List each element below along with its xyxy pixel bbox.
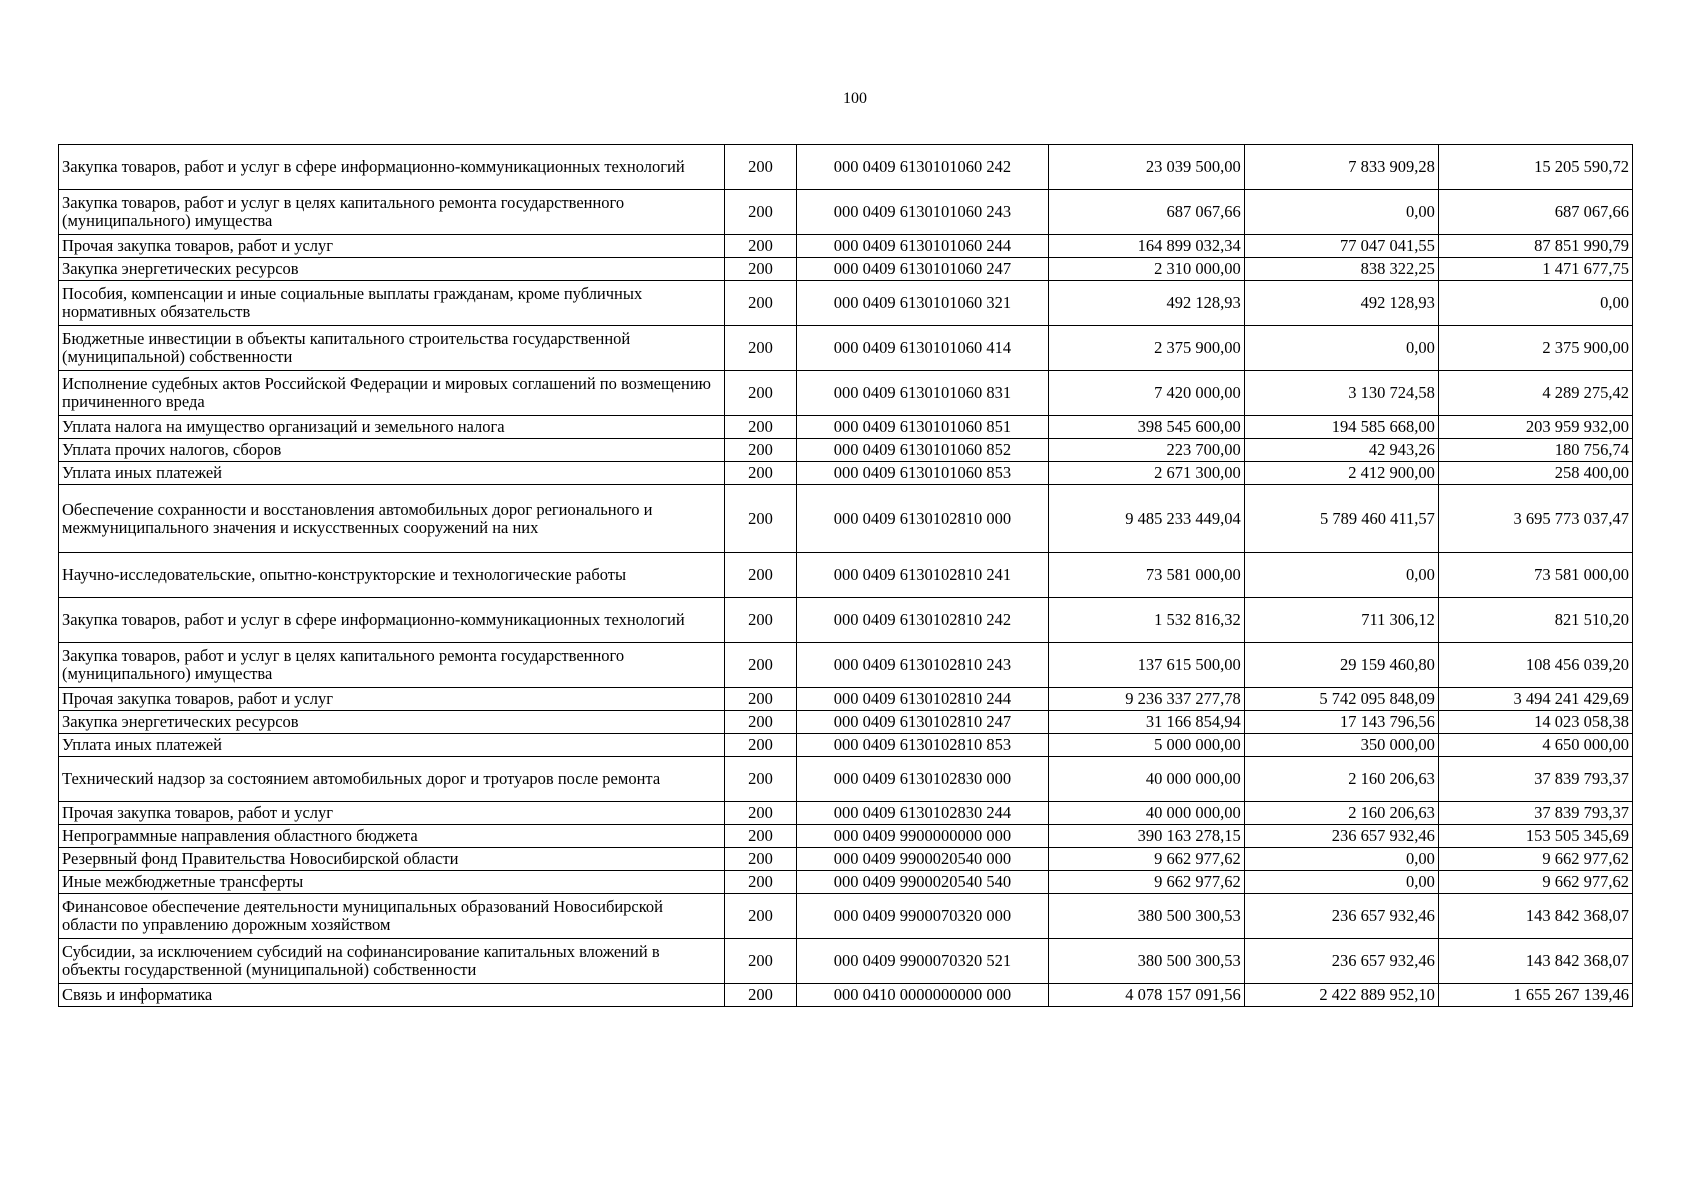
cell-name: Обеспечение сохранности и восстановления автомобильных дорог регионального и межмуниципального значения и искусственных сооружений на них [59,485,725,553]
cell-name: Закупка товаров, работ и услуг в целях капитального ремонта государственного (муниципального) имущества [59,643,725,688]
table-row [59,598,1633,643]
cell-unexecuted-amount: 1 655 267 139,46 [1438,984,1632,1007]
cell-name: Закупка товаров, работ и услуг в целях капитального ремонта государственного (муниципального) имущества [59,190,725,235]
page-number: 100 [843,90,867,107]
cell-executed-amount: 0,00 [1244,326,1438,371]
cell-approved-amount: 9 662 977,62 [1048,871,1244,894]
cell-budget-classification-code: 000 0409 6130102810 247 [797,711,1048,734]
cell-executed-amount: 2 422 889 952,10 [1244,984,1438,1007]
cell-budget-classification-code: 000 0409 6130101060 242 [797,145,1048,190]
cell-budget-classification-code: 000 0409 6130101060 321 [797,281,1048,326]
table-row [59,757,1633,802]
cell-line-code: 200 [724,235,796,258]
cell-line-code: 200 [724,734,796,757]
cell-name: Финансовое обеспечение деятельности муниципальных образований Новосибирской области по управлению дорожным хозяйством [59,894,725,939]
cell-executed-amount: 7 833 909,28 [1244,145,1438,190]
cell-budget-classification-code: 000 0409 6130102830 000 [797,757,1048,802]
cell-executed-amount: 236 657 932,46 [1244,825,1438,848]
cell-line-code: 200 [724,439,796,462]
cell-name: Уплата прочих налогов, сборов [59,439,725,462]
cell-line-code: 200 [724,416,796,439]
cell-unexecuted-amount: 37 839 793,37 [1438,757,1632,802]
cell-executed-amount: 5 742 095 848,09 [1244,688,1438,711]
cell-unexecuted-amount: 2 375 900,00 [1438,326,1632,371]
cell-executed-amount: 0,00 [1244,190,1438,235]
cell-executed-amount: 42 943,26 [1244,439,1438,462]
table-row [59,734,1633,757]
cell-approved-amount: 5 000 000,00 [1048,734,1244,757]
cell-unexecuted-amount: 73 581 000,00 [1438,553,1632,598]
cell-name: Закупка товаров, работ и услуг в сфере информационно-коммуникационных технологий [59,145,725,190]
cell-unexecuted-amount: 1 471 677,75 [1438,258,1632,281]
cell-budget-classification-code: 000 0410 0000000000 000 [797,984,1048,1007]
cell-name: Иные межбюджетные трансферты [59,871,725,894]
table-row [59,848,1633,871]
cell-name: Прочая закупка товаров, работ и услуг [59,235,725,258]
cell-line-code: 200 [724,688,796,711]
table-row [59,371,1633,416]
cell-approved-amount: 687 067,66 [1048,190,1244,235]
cell-approved-amount: 390 163 278,15 [1048,825,1244,848]
cell-executed-amount: 711 306,12 [1244,598,1438,643]
cell-executed-amount: 5 789 460 411,57 [1244,485,1438,553]
cell-line-code: 200 [724,553,796,598]
table-row [59,553,1633,598]
table-row [59,439,1633,462]
cell-budget-classification-code: 000 0409 6130101060 247 [797,258,1048,281]
table-body [59,145,1633,1007]
cell-unexecuted-amount: 3 494 241 429,69 [1438,688,1632,711]
cell-name: Непрограммные направления областного бюджета [59,825,725,848]
cell-budget-classification-code: 000 0409 6130102810 000 [797,485,1048,553]
cell-approved-amount: 1 532 816,32 [1048,598,1244,643]
cell-name: Технический надзор за состоянием автомобильных дорог и тротуаров после ремонта [59,757,725,802]
cell-unexecuted-amount: 143 842 368,07 [1438,939,1632,984]
cell-approved-amount: 23 039 500,00 [1048,145,1244,190]
cell-name: Бюджетные инвестиции в объекты капитального строительства государственной (муниципальной) собственности [59,326,725,371]
table-row [59,416,1633,439]
cell-executed-amount: 350 000,00 [1244,734,1438,757]
cell-approved-amount: 4 078 157 091,56 [1048,984,1244,1007]
cell-approved-amount: 380 500 300,53 [1048,939,1244,984]
cell-name: Уплата иных платежей [59,462,725,485]
cell-name: Пособия, компенсации и иные социальные выплаты гражданам, кроме публичных нормативных обязательств [59,281,725,326]
cell-approved-amount: 31 166 854,94 [1048,711,1244,734]
cell-approved-amount: 2 310 000,00 [1048,258,1244,281]
cell-budget-classification-code: 000 0409 6130101060 851 [797,416,1048,439]
budget-execution-table [58,144,1633,1007]
cell-line-code: 200 [724,462,796,485]
cell-executed-amount: 29 159 460,80 [1244,643,1438,688]
cell-name: Исполнение судебных актов Российской Федерации и мировых соглашений по возмещению причиненного вреда [59,371,725,416]
cell-line-code: 200 [724,984,796,1007]
cell-unexecuted-amount: 4 289 275,42 [1438,371,1632,416]
cell-unexecuted-amount: 258 400,00 [1438,462,1632,485]
table-row [59,643,1633,688]
cell-unexecuted-amount: 143 842 368,07 [1438,894,1632,939]
cell-budget-classification-code: 000 0409 6130101060 244 [797,235,1048,258]
cell-name: Резервный фонд Правительства Новосибирской области [59,848,725,871]
cell-executed-amount: 17 143 796,56 [1244,711,1438,734]
cell-executed-amount: 3 130 724,58 [1244,371,1438,416]
table-row [59,688,1633,711]
table-row [59,802,1633,825]
cell-budget-classification-code: 000 0409 9900020540 540 [797,871,1048,894]
cell-approved-amount: 164 899 032,34 [1048,235,1244,258]
cell-line-code: 200 [724,757,796,802]
cell-approved-amount: 9 662 977,62 [1048,848,1244,871]
cell-line-code: 200 [724,598,796,643]
cell-executed-amount: 194 585 668,00 [1244,416,1438,439]
cell-line-code: 200 [724,643,796,688]
cell-executed-amount: 0,00 [1244,848,1438,871]
cell-budget-classification-code: 000 0409 6130102810 853 [797,734,1048,757]
cell-unexecuted-amount: 687 067,66 [1438,190,1632,235]
cell-approved-amount: 40 000 000,00 [1048,802,1244,825]
cell-budget-classification-code: 000 0409 9900070320 521 [797,939,1048,984]
cell-budget-classification-code: 000 0409 9900020540 000 [797,848,1048,871]
table-row [59,462,1633,485]
cell-unexecuted-amount: 180 756,74 [1438,439,1632,462]
cell-approved-amount: 9 236 337 277,78 [1048,688,1244,711]
cell-budget-classification-code: 000 0409 6130101060 831 [797,371,1048,416]
cell-executed-amount: 236 657 932,46 [1244,894,1438,939]
table-row [59,984,1633,1007]
cell-executed-amount: 0,00 [1244,871,1438,894]
cell-name: Прочая закупка товаров, работ и услуг [59,802,725,825]
cell-name: Закупка товаров, работ и услуг в сфере информационно-коммуникационных технологий [59,598,725,643]
table-row [59,711,1633,734]
cell-approved-amount: 40 000 000,00 [1048,757,1244,802]
cell-budget-classification-code: 000 0409 6130101060 414 [797,326,1048,371]
cell-approved-amount: 2 671 300,00 [1048,462,1244,485]
cell-line-code: 200 [724,871,796,894]
cell-budget-classification-code: 000 0409 6130102810 242 [797,598,1048,643]
cell-approved-amount: 7 420 000,00 [1048,371,1244,416]
cell-unexecuted-amount: 153 505 345,69 [1438,825,1632,848]
table-row [59,145,1633,190]
cell-unexecuted-amount: 87 851 990,79 [1438,235,1632,258]
cell-line-code: 200 [724,848,796,871]
cell-approved-amount: 73 581 000,00 [1048,553,1244,598]
cell-unexecuted-amount: 9 662 977,62 [1438,871,1632,894]
cell-unexecuted-amount: 3 695 773 037,47 [1438,485,1632,553]
table-row [59,326,1633,371]
cell-name: Закупка энергетических ресурсов [59,711,725,734]
cell-line-code: 200 [724,802,796,825]
cell-line-code: 200 [724,145,796,190]
cell-approved-amount: 492 128,93 [1048,281,1244,326]
cell-name: Уплата иных платежей [59,734,725,757]
cell-approved-amount: 9 485 233 449,04 [1048,485,1244,553]
cell-executed-amount: 2 160 206,63 [1244,757,1438,802]
cell-unexecuted-amount: 9 662 977,62 [1438,848,1632,871]
cell-line-code: 200 [724,190,796,235]
cell-line-code: 200 [724,825,796,848]
cell-name: Субсидии, за исключением субсидий на софинансирование капитальных вложений в объекты государственной (муниципальной) собственности [59,939,725,984]
cell-name: Научно-исследовательские, опытно-конструкторские и технологические работы [59,553,725,598]
cell-budget-classification-code: 000 0409 6130101060 853 [797,462,1048,485]
cell-line-code: 200 [724,258,796,281]
cell-line-code: 200 [724,894,796,939]
cell-name: Прочая закупка товаров, работ и услуг [59,688,725,711]
table-row [59,825,1633,848]
cell-budget-classification-code: 000 0409 6130102830 244 [797,802,1048,825]
cell-executed-amount: 2 412 900,00 [1244,462,1438,485]
cell-unexecuted-amount: 821 510,20 [1438,598,1632,643]
cell-approved-amount: 223 700,00 [1048,439,1244,462]
cell-budget-classification-code: 000 0409 6130101060 852 [797,439,1048,462]
cell-line-code: 200 [724,371,796,416]
table-row [59,235,1633,258]
cell-executed-amount: 838 322,25 [1244,258,1438,281]
table-row [59,485,1633,553]
cell-name: Закупка энергетических ресурсов [59,258,725,281]
cell-unexecuted-amount: 14 023 058,38 [1438,711,1632,734]
cell-line-code: 200 [724,281,796,326]
cell-unexecuted-amount: 4 650 000,00 [1438,734,1632,757]
cell-line-code: 200 [724,711,796,734]
cell-budget-classification-code: 000 0409 6130101060 243 [797,190,1048,235]
cell-budget-classification-code: 000 0409 6130102810 243 [797,643,1048,688]
cell-approved-amount: 380 500 300,53 [1048,894,1244,939]
table-row [59,871,1633,894]
cell-unexecuted-amount: 15 205 590,72 [1438,145,1632,190]
cell-budget-classification-code: 000 0409 9900000000 000 [797,825,1048,848]
cell-executed-amount: 492 128,93 [1244,281,1438,326]
cell-unexecuted-amount: 0,00 [1438,281,1632,326]
cell-budget-classification-code: 000 0409 6130102810 241 [797,553,1048,598]
table-row [59,939,1633,984]
cell-approved-amount: 137 615 500,00 [1048,643,1244,688]
cell-unexecuted-amount: 203 959 932,00 [1438,416,1632,439]
cell-line-code: 200 [724,485,796,553]
cell-line-code: 200 [724,326,796,371]
cell-executed-amount: 0,00 [1244,553,1438,598]
cell-executed-amount: 2 160 206,63 [1244,802,1438,825]
cell-line-code: 200 [724,939,796,984]
cell-name: Уплата налога на имущество организаций и земельного налога [59,416,725,439]
cell-unexecuted-amount: 37 839 793,37 [1438,802,1632,825]
table-row [59,281,1633,326]
cell-executed-amount: 77 047 041,55 [1244,235,1438,258]
table-row [59,190,1633,235]
cell-executed-amount: 236 657 932,46 [1244,939,1438,984]
cell-name: Связь и информатика [59,984,725,1007]
cell-approved-amount: 398 545 600,00 [1048,416,1244,439]
cell-budget-classification-code: 000 0409 6130102810 244 [797,688,1048,711]
cell-budget-classification-code: 000 0409 9900070320 000 [797,894,1048,939]
cell-unexecuted-amount: 108 456 039,20 [1438,643,1632,688]
table-row [59,258,1633,281]
table-row [59,894,1633,939]
cell-approved-amount: 2 375 900,00 [1048,326,1244,371]
